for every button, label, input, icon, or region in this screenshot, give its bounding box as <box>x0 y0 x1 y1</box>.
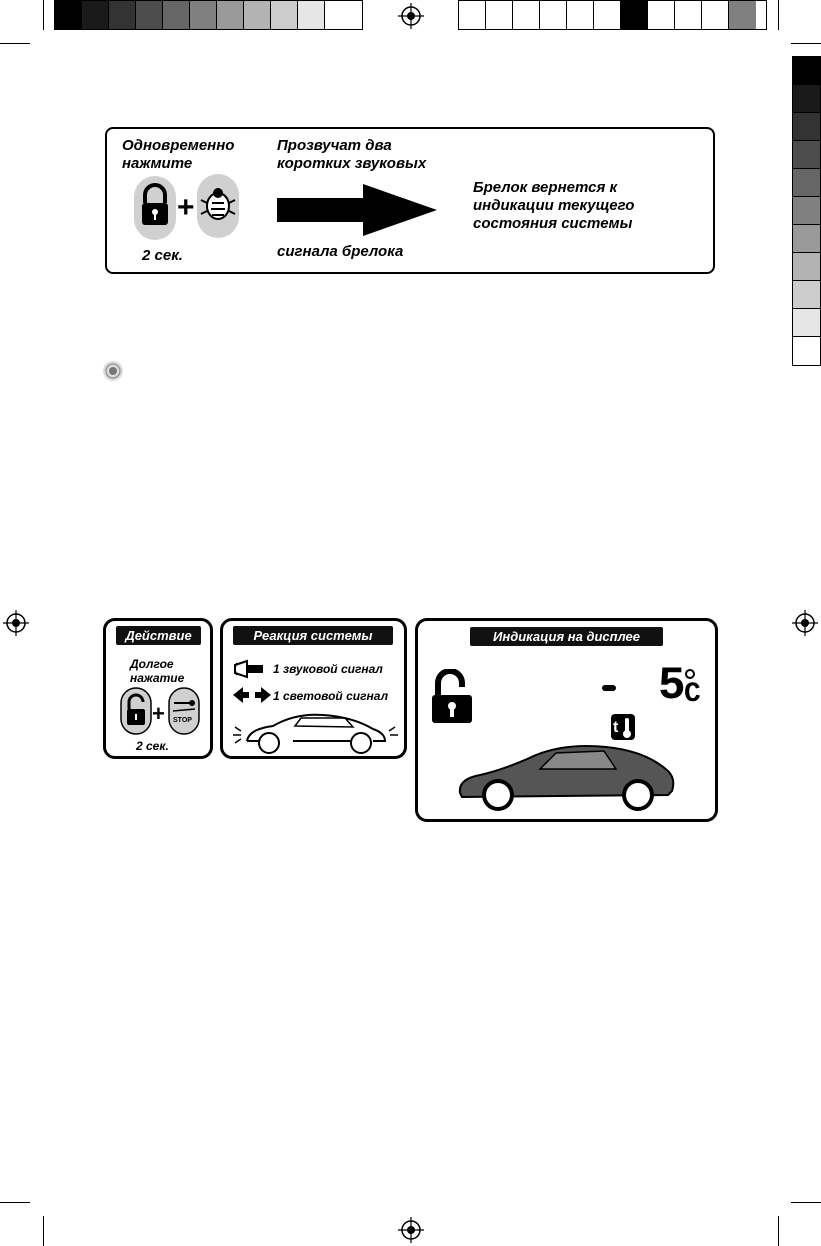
crop-mark <box>791 43 821 44</box>
registration-mark-icon <box>398 3 424 29</box>
action-panel <box>103 618 213 759</box>
color-swatch <box>217 1 244 29</box>
color-swatch <box>325 1 352 29</box>
unlock-button-icon <box>120 687 152 735</box>
crop-mark <box>43 0 44 30</box>
grayscale-strip <box>54 0 363 30</box>
action-hold-time: 2 сек. <box>136 739 169 753</box>
color-swatch <box>793 169 820 197</box>
color-swatch <box>793 253 820 281</box>
crop-mark <box>0 43 30 44</box>
sound-signal-text: 1 звуковой сигнал <box>273 662 383 676</box>
minus-sign-icon <box>602 685 616 691</box>
color-swatch <box>163 1 190 29</box>
color-swatch <box>793 337 820 365</box>
arrow-right-icon <box>277 184 437 236</box>
temperature-unit: C <box>684 679 701 710</box>
color-swatch <box>793 113 820 141</box>
thermometer-icon <box>610 713 636 741</box>
color-swatch <box>793 281 820 309</box>
registration-mark-icon <box>792 610 818 636</box>
svg-text:t: t <box>613 719 619 736</box>
car-outline-icon <box>233 709 398 755</box>
reaction-title: Реакция системы <box>233 626 393 645</box>
color-swatch <box>621 1 648 29</box>
crop-mark <box>778 0 779 30</box>
registration-mark-icon <box>3 610 29 636</box>
color-swatch <box>702 1 729 29</box>
stop-label: STOP <box>173 717 192 724</box>
color-swatch <box>675 1 702 29</box>
color-swatch <box>793 197 820 225</box>
reaction-panel <box>220 618 407 759</box>
color-swatch <box>793 141 820 169</box>
result-text: Брелок вернется к индикации текущего состояния системы <box>473 179 635 232</box>
color-swatch <box>793 309 820 337</box>
crop-mark <box>791 1202 821 1203</box>
press-label: Одновременно нажмите <box>122 137 235 172</box>
color-swatch <box>136 1 163 29</box>
hold-time: 2 сек. <box>142 247 183 264</box>
display-panel <box>415 618 718 822</box>
action-press-label: Долгое нажатие <box>130 657 185 685</box>
plus-icon: + <box>177 191 195 224</box>
color-swatch <box>793 85 820 113</box>
crop-mark <box>43 1216 44 1246</box>
color-swatch <box>729 1 756 29</box>
turn-signals-icon <box>233 687 271 703</box>
color-swatch <box>190 1 217 29</box>
display-title: Индикация на дисплее <box>470 627 663 646</box>
color-swatch <box>244 1 271 29</box>
light-signal-text: 1 световой сигнал <box>273 689 389 703</box>
sound-top-text: Прозвучат два коротких звуковых <box>277 137 427 172</box>
color-swatch <box>513 1 540 29</box>
bullet-icon <box>102 360 124 382</box>
action-title: Действие <box>116 626 201 645</box>
color-swatch <box>793 225 820 253</box>
color-swatch <box>594 1 621 29</box>
color-swatch <box>540 1 567 29</box>
color-swatch <box>459 1 486 29</box>
crop-mark <box>0 1202 30 1203</box>
instruction-box <box>105 127 715 274</box>
lock-button-icon <box>133 175 177 241</box>
crop-mark <box>778 1216 779 1246</box>
color-strip <box>458 0 767 30</box>
side-grayscale-strip <box>792 56 821 366</box>
car-display-icon <box>456 741 678 813</box>
color-swatch <box>82 1 109 29</box>
stop-button-icon <box>168 687 200 735</box>
color-swatch <box>648 1 675 29</box>
plus-icon: + <box>152 701 165 726</box>
unlocked-padlock-icon <box>430 669 474 725</box>
registration-mark-icon <box>398 1217 424 1243</box>
sound-bottom-text: сигнала брелока <box>277 243 404 260</box>
color-swatch <box>486 1 513 29</box>
color-swatch <box>271 1 298 29</box>
color-swatch <box>298 1 325 29</box>
color-swatch <box>793 57 820 85</box>
degree-icon <box>685 669 695 679</box>
temperature-value: 5 <box>658 660 686 712</box>
color-swatch <box>55 1 82 29</box>
color-swatch <box>567 1 594 29</box>
horn-icon <box>233 659 267 679</box>
bug-button-icon <box>196 173 240 239</box>
color-swatch <box>109 1 136 29</box>
